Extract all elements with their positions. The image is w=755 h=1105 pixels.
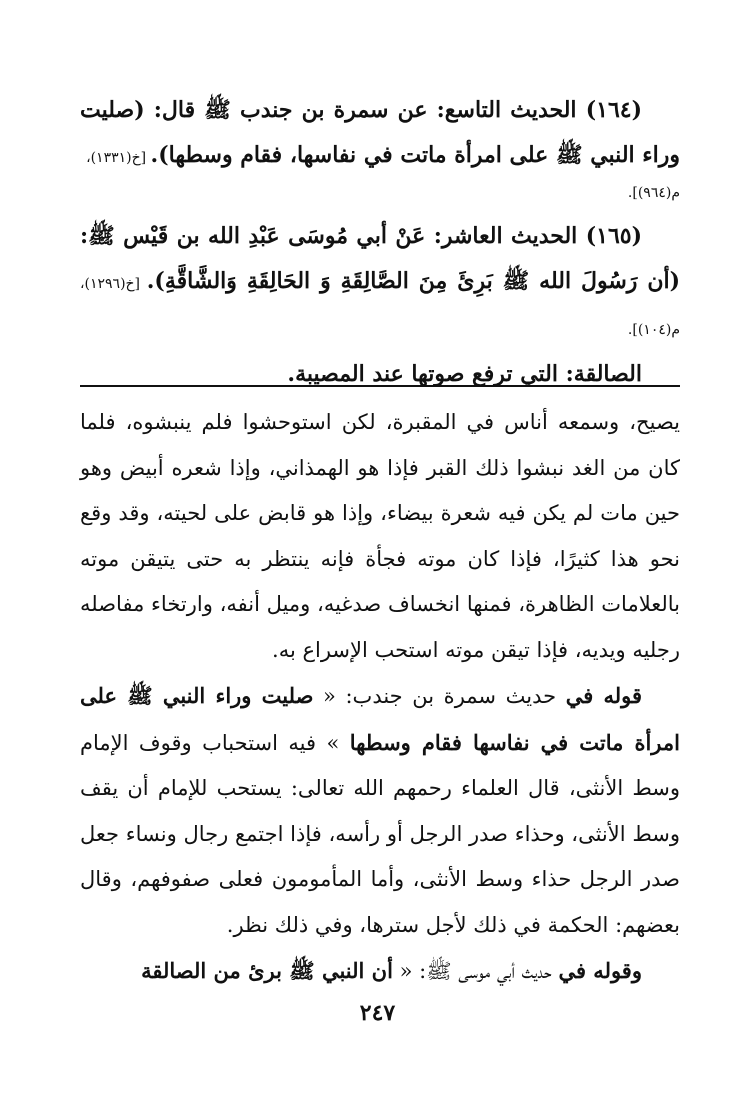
hadith-10-reference: [خ(١٢٩٦)، م(١٠٤)]. [80, 276, 680, 338]
page-number: ٢٤٧ [359, 1000, 396, 1026]
commentary-3-lead: وقوله في [558, 958, 642, 983]
hadith-9-reference-a: [خ(١٣٣١)، [86, 150, 151, 166]
hadith-section [80, 88, 680, 397]
commentary-section [80, 400, 680, 995]
hadith-9 [80, 88, 680, 180]
commentary-paragraph-1: يصيح، وسمعه أناس في المقبرة، لكن استوحشوا فلم ينبشوه، فلما كان من الغد نبشوا ذلك القبر فإذا هو الهمذاني، وإذا شعره أبيض وهو حين مات لم يكن فيه شعرة بيضاء، وإذا هو قابض على لحيته، وقد وقع نحو هذا كثيرًا، فإذا كان موته فجأة فإنه ينتظر به حتى يتيقن موته بالعلامات الظاهرة، فمنها انخساف صدغيه، وميل أنفه، وارتخاء مفاصله رجليه ويديه، فإذا تيقن موته استحب الإسراع به. [80, 410, 680, 662]
hadith-10-text: (أن رَسُولَ الله ﷺ بَرِئَ مِنَ الصَّالِقَةِ وَ الحَالِقَةِ وَالشَّاقَّةِ). [146, 268, 680, 294]
hadith-9-reference-b: م(٩٦٤)]. [627, 185, 680, 201]
hadith-9-intro: الحديث التاسع: عن سمرة بن جندب ﷺ قال: [144, 97, 586, 123]
hadith-10-intro: الحديث العاشر: عَنْ أبي مُوسَى عَبْدِ الله بن قَيْس ﷺ: [80, 223, 586, 249]
hadith-10-number: (١٦٥) [585, 223, 642, 249]
footnote-divider [80, 385, 680, 387]
commentary-2-lead: قوله في [565, 683, 643, 708]
commentary-2-plain: حديث سمرة بن جندب: « [313, 684, 566, 708]
commentary-paragraph-2 [80, 673, 680, 948]
commentary-paragraph-3 [80, 948, 680, 995]
commentary-2-rest: » فيه استحباب وقوف الإمام وسط الأنثى، قال العلماء رحمهم الله تعالى: يستحب للإمام أن يقف وسط الأنثى، وحذاء صدر الرجل أو رأسه، فإذا اجتمع رجال ونساء جعل صدر الرجل حذاء وسط الأنثى، وأما المأمومون فعلى صفوفهم، وقال بعضهم: الحكمة في ذلك لأجل سترها، وفي ذلك نظر. [80, 730, 680, 937]
definition-salqa: الصالقة: التي ترفع صوتها عند المصيبة. [287, 361, 642, 387]
hadith-9-text: (صليت وراء النبي ﷺ على امرأة ماتت في نفاسها، فقام وسطها). [80, 97, 680, 168]
commentary-3-plain: حديث أبي موسى ﷺ: « [392, 959, 559, 983]
hadith-10 [80, 214, 680, 352]
commentary-2-quote: صليت وراء النبي ﷺ على امرأة ماتت في نفاسها فقام وسطها [80, 683, 680, 755]
commentary-3-quote: أن النبي ﷺ برئ من الصالقة [141, 958, 393, 983]
hadith-9-number: (١٦٤) [585, 97, 642, 123]
